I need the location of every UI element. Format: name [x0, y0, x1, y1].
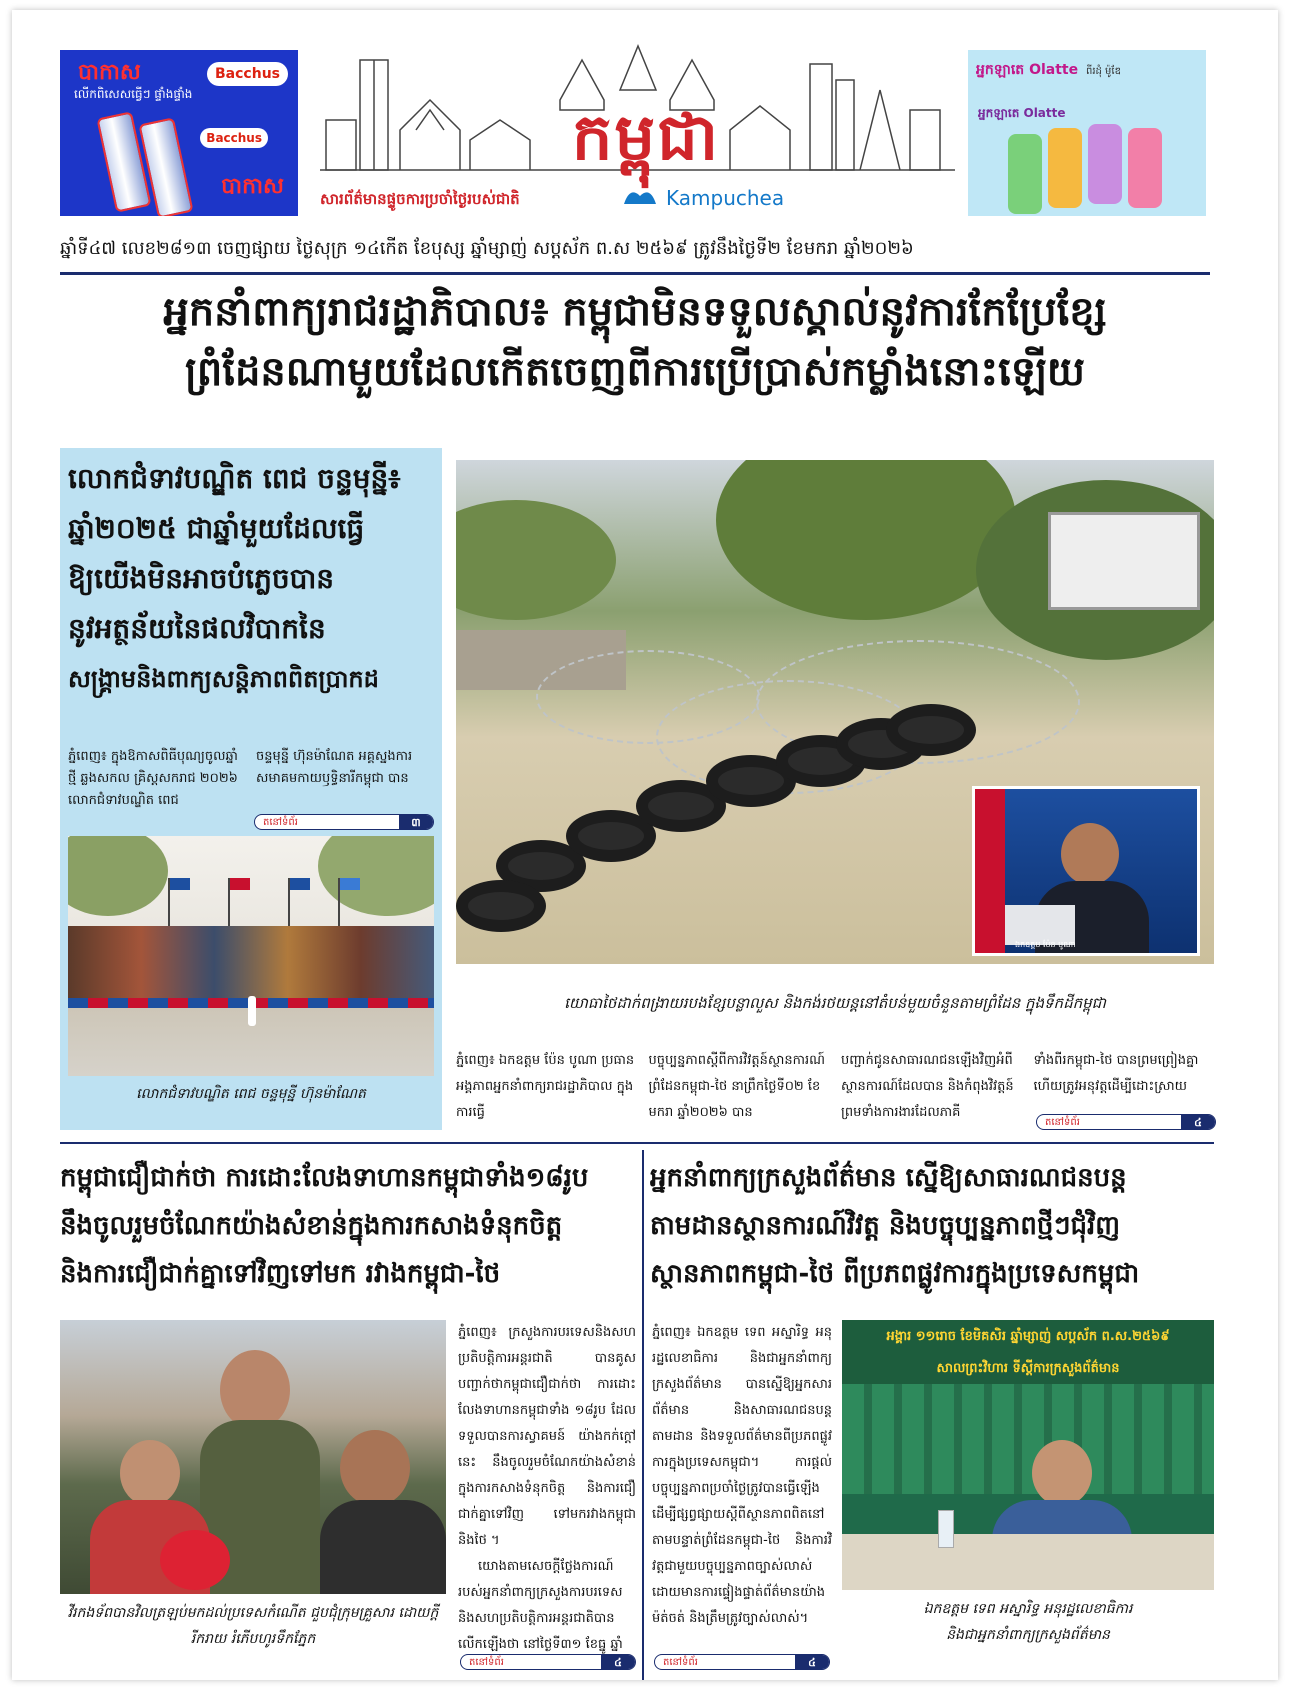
bottom-right-caption-line: ឯកឧត្តម ទេព អស្នារិទ្ធ អនុរដ្ឋលេខាធិការ: [923, 1601, 1133, 1617]
section-divider: [60, 1142, 1214, 1144]
lead-headline-line: ព្រំដែនណាមួយដែលកើតចេញពីការប្រើប្រាស់កម្លាំងនោះឡើយ: [185, 349, 1085, 395]
drink-bottle-icon: [1088, 124, 1122, 204]
drink-bottle-icon: [1048, 128, 1082, 208]
left-feature-headline-line: ឆ្នាំ២០២៥ ជាឆ្នាំមួយដែលធ្វើ: [68, 512, 365, 545]
continued-page-number: ៤: [795, 1655, 829, 1669]
bottom-right-headline-line: អ្នកនាំពាក្យក្រសួងព័ត៌មាន ស្នើឱ្យសាធារណជនបន្ត: [650, 1163, 1127, 1193]
continued-label: តនៅទំព័រ: [663, 1657, 698, 1668]
bottom-left-headline-line: កម្ពុជាជឿជាក់ថា ការដោះលែងទាហានកម្ពុជាទាំង១៨រូប: [60, 1163, 589, 1193]
left-feature-col: ភ្នំពេញ៖ ក្នុងឱកាសពិធីបុណ្យចូលឆ្នាំថ្មី ឆ្លងសកល គ្រិស្តសករាជ ២០២៦ លោកជំទាវបណ្ឌិត ពេជ: [68, 749, 238, 808]
left-feature-headline-line: សង្គ្រាមនិងពាក្យសន្តិភាពពិតប្រាកដ: [68, 665, 379, 693]
continued-label: តនៅទំព័រ: [1045, 1117, 1080, 1128]
ad-left-slogan: បាកាស: [221, 174, 284, 199]
inset-label: ឯកឧត្តម ប៉ែន បូណា: [1015, 940, 1076, 949]
flower-bouquet: [160, 1530, 230, 1590]
left-feature-headline-line: ឱ្យយើងមិនអាចបំភ្លេចបាន: [68, 562, 335, 595]
main-story-col: បច្ចុប្បន្នភាពស្តីពីការវិវត្តន៍ស្ថានការណ៍ព្រំដែនកម្ពុជា-ថៃ នាព្រឹកថ្ងៃទី០២ ខែមករា ឆ្នាំ២០២៦ បាន: [648, 1053, 826, 1120]
bottom-left-caption: វីរកងទ័ពបានវិលត្រឡប់មកដល់ប្រទេសកំណើត ជួបជុំក្រុមគ្រួសារ ដោយក្តីរីករាយ រំភើបហូរទឹកភ្នែក: [67, 1605, 439, 1647]
kampuchea-logo[interactable]: កម្ពុជា: [571, 101, 721, 175]
masthead-kampuchea-wordmark: Kampuchea: [666, 186, 785, 210]
continued-link[interactable]: [254, 814, 434, 830]
continued-page-number: ៤: [1181, 1115, 1215, 1129]
lead-headline-line: អ្នកនាំពាក្យរាជរដ្ឋាភិបាល៖ កម្ពុជាមិនទទួលស្គាល់នូវការកែប្រែខ្សែ: [163, 289, 1107, 335]
bacchus-logo-small: Bacchus: [200, 128, 268, 148]
left-feature-photo[interactable]: [68, 836, 434, 1076]
left-feature-caption: លោកជំទាវបណ្ឌិត ពេជ ចន្ទមុន្នី ហ៊ុនម៉ាណែត: [136, 1086, 366, 1102]
ad-left-subtitle: លើកពិសេស​ធ្វើៗ ផ្ទាំងផ្ទាំង: [74, 87, 193, 101]
bottom-left-headline-line: និងការជឿជាក់គ្នាទៅវិញទៅមក រវាងកម្ពុជា-ថៃ: [60, 1259, 501, 1289]
bacchus-logo: Bacchus: [207, 62, 288, 86]
continued-link[interactable]: [1036, 1114, 1216, 1130]
bottom-right-headline-line: ស្ថានភាពកម្ពុជា-ថៃ ពីប្រភពផ្លូវការក្នុងប្រទេសកម្ពុជា: [650, 1259, 1140, 1289]
backdrop-venue-banner: សាលព្រះវិហារ ទីស្តីការក្រសួងព័ត៌មាន: [842, 1354, 1214, 1384]
continued-link[interactable]: [460, 1654, 636, 1670]
left-feature-headline-line: នូវអត្ថន័យនៃផលវិបាកនៃ: [68, 612, 326, 645]
continued-page-number: ៣: [399, 815, 433, 829]
spokesperson-inset-photo[interactable]: [972, 786, 1200, 956]
lead-headline[interactable]: [60, 282, 1210, 402]
ad-left-title: បាកាស: [78, 60, 141, 85]
mural-wall: [68, 926, 434, 998]
drink-bottle-icon: [1128, 128, 1162, 208]
ad-right-brand: អ្នកឡាតេ Olatte: [978, 106, 1066, 120]
masthead-rule: [60, 272, 1210, 275]
main-story-col: បញ្ជាក់ជូនសាធារណជនឡើងវិញអំពីស្ថានការណ៍ដែលបាន និងកំពុងវិវត្តន៍ ព្រមទាំងការងារដែលភាគី: [841, 1053, 1014, 1120]
continued-link[interactable]: [654, 1654, 830, 1670]
masthead: [320, 40, 955, 218]
bottom-right-headline[interactable]: [650, 1154, 1216, 1298]
main-story-col: ភ្នំពេញ៖ ឯកឧត្តម ប៉ែន បូណា ប្រធានអង្គភាពអ្នកនាំពាក្យរាជរដ្ឋាភិបាល ក្នុងការធ្វើ: [456, 1053, 635, 1120]
left-feature-body: [68, 746, 434, 812]
ad-right-subtitle: ពីរដុំ ម៉ូឌែ: [1086, 66, 1121, 77]
bottom-right-caption: [842, 1596, 1214, 1648]
continued-page-number: ៤: [601, 1655, 635, 1669]
left-feature-box: [60, 448, 442, 1130]
column-divider: [642, 1150, 644, 1680]
continued-label: តនៅទំព័រ: [469, 1657, 504, 1668]
water-bottle-icon: [938, 1510, 954, 1548]
press-conference-photo[interactable]: [842, 1320, 1214, 1590]
bottom-left-headline-line: នឹងចូលរួមចំណែកយ៉ាងសំខាន់ក្នុងការកសាងទំនុកចិត្ត: [60, 1211, 563, 1241]
masthead-tagline: សារព័ត៌មានផ្ទូចការប្រចាំថ្ងៃរបស់ជាតិ: [320, 190, 520, 208]
bottom-right-caption-line: និងជាអ្នកនាំពាក្យក្រសួងព័ត៌មាន: [946, 1627, 1110, 1643]
left-feature-headline-line: លោកជំទាវបណ្ឌិត ពេជ ចន្ទមុន្នី៖: [68, 462, 401, 495]
warning-billboard: [1048, 512, 1200, 610]
bottom-right-body: ភ្នំពេញ៖ ឯកឧត្តម ទេព អស្នារិទ្ធ អនុរដ្ឋលេខាធិការ និងជាអ្នកនាំពាក្យក្រសួងព័ត៌មាន បានស្នើឱ្យអ្នកសារព័ត៌មាន និងសាធារណជនបន្តតាមដាន និងទទួលព័ត៌មានពីប្រភពផ្លូវការក្នុងប្រទេសកម្ពុជា។ ការផ្តល់បច្ចុប្បន្នភាពប្រចាំថ្ងៃត្រូវបានធ្វើឡើងដើម្បីផ្សព្វផ្សាយស្តីពីស្ថានភាពពិតនៅតាមបន្ទាត់ព្រំដែនកម្ពុជា-ថៃ និងការវិវត្តជាមួយបច្ចុប្បន្នភាពច្បាស់លាស់ ដោយមានការផ្ទៀងផ្ទាត់ព័ត៌មានយ៉ាងម៉ត់ចត់ និងត្រឹមត្រូវច្បាស់លាស់។: [652, 1325, 832, 1626]
bottom-left-paragraph: ភ្នំពេញ៖ ក្រសួងការបរទេសនិងសហប្រតិបត្តិការអន្តរជាតិ បានគូសបញ្ជាក់ថាកម្ពុជាជឿជាក់ថា ការដោះលែងទាហានកម្ពុជាទាំង ១៨រូប ដែលទទួលបានការស្វាគមន៍ យ៉ាងកក់ក្តៅនេះ នឹងចូលរួមចំណែកយ៉ាងសំខាន់ក្នុងការកសាងទំនុកចិត្ត និងការជឿជាក់គ្នាទៅវិញ ទៅមករវាងកម្ពុជានិងថៃ ។: [458, 1325, 636, 1548]
ad-right-title: អ្នកឡាតេ Olatte: [976, 62, 1079, 78]
standing-person: [248, 996, 256, 1026]
main-story-col: ទាំងពីរកម្ពុជា-ថៃ បានព្រមព្រៀងគ្នា ហើយត្រូវអនុវត្តដើម្បីដោះស្រាយ: [1033, 1053, 1199, 1094]
left-feature-headline[interactable]: [68, 454, 434, 704]
logo-emblem-icon: [620, 184, 660, 210]
olatte-advertisement[interactable]: [968, 50, 1206, 216]
main-photo-caption: យោធាថៃដាក់ពង្រាយរបងខ្សែបន្លាលួស និងកង់រថយន្តនៅតំបន់មួយចំនួនតាមព្រំដែន ក្នុងទឹកដីកម្ពុជា: [564, 994, 1106, 1012]
continued-label: តនៅទំព័រ: [263, 817, 298, 828]
issue-dateline: ឆ្នាំទី៤៧ លេខ២៨១៣ ចេញផ្សាយ ថ្ងៃសុក្រ ១៤កើត ខែបុស្ស ឆ្នាំម្សាញ់ សប្តស័ក ព.ស ២៥៦៩ ត្រូវនឹងថ្ងៃទី២ ខែមករា ឆ្នាំ២០២៦: [60, 238, 914, 259]
bottom-left-body: [458, 1320, 636, 1658]
backdrop-date-banner: អង្គារ ១១រោច ខែមិគសិរ ឆ្នាំម្សាញ់ សប្តស័ក ព.ស.២៥៦៩: [842, 1320, 1214, 1354]
left-feature-col: ចន្ទមុន្នី ហ៊ុនម៉ាណែត អគ្គស្នងការ សមាគមកាយឫទ្ធិនារីកម្ពុជា បាន: [256, 749, 413, 786]
bottom-left-headline[interactable]: [60, 1154, 640, 1298]
drink-bottle-icon: [1008, 134, 1042, 214]
spokesperson-face: [1061, 823, 1119, 885]
bottom-left-paragraph: យោងតាមសេចក្តីថ្លែងការណ៍របស់អ្នកនាំពាក្យក្រសួងការបរទេស និងសហប្រតិបត្តិការអន្តរជាតិបានលើកឡើងថា នៅថ្ងៃទី៣១ ខែធ្នូ ឆ្នាំ: [458, 1559, 623, 1652]
soldiers-return-photo[interactable]: [60, 1320, 446, 1594]
bottom-right-headline-line: តាមដានស្ថានការណ៍វិវត្ត និងបច្ចុប្បន្នភាពថ្មីៗជុំវិញ: [650, 1211, 1121, 1241]
bacchus-advertisement[interactable]: [60, 50, 298, 216]
border-wire-photo[interactable]: [456, 460, 1214, 964]
